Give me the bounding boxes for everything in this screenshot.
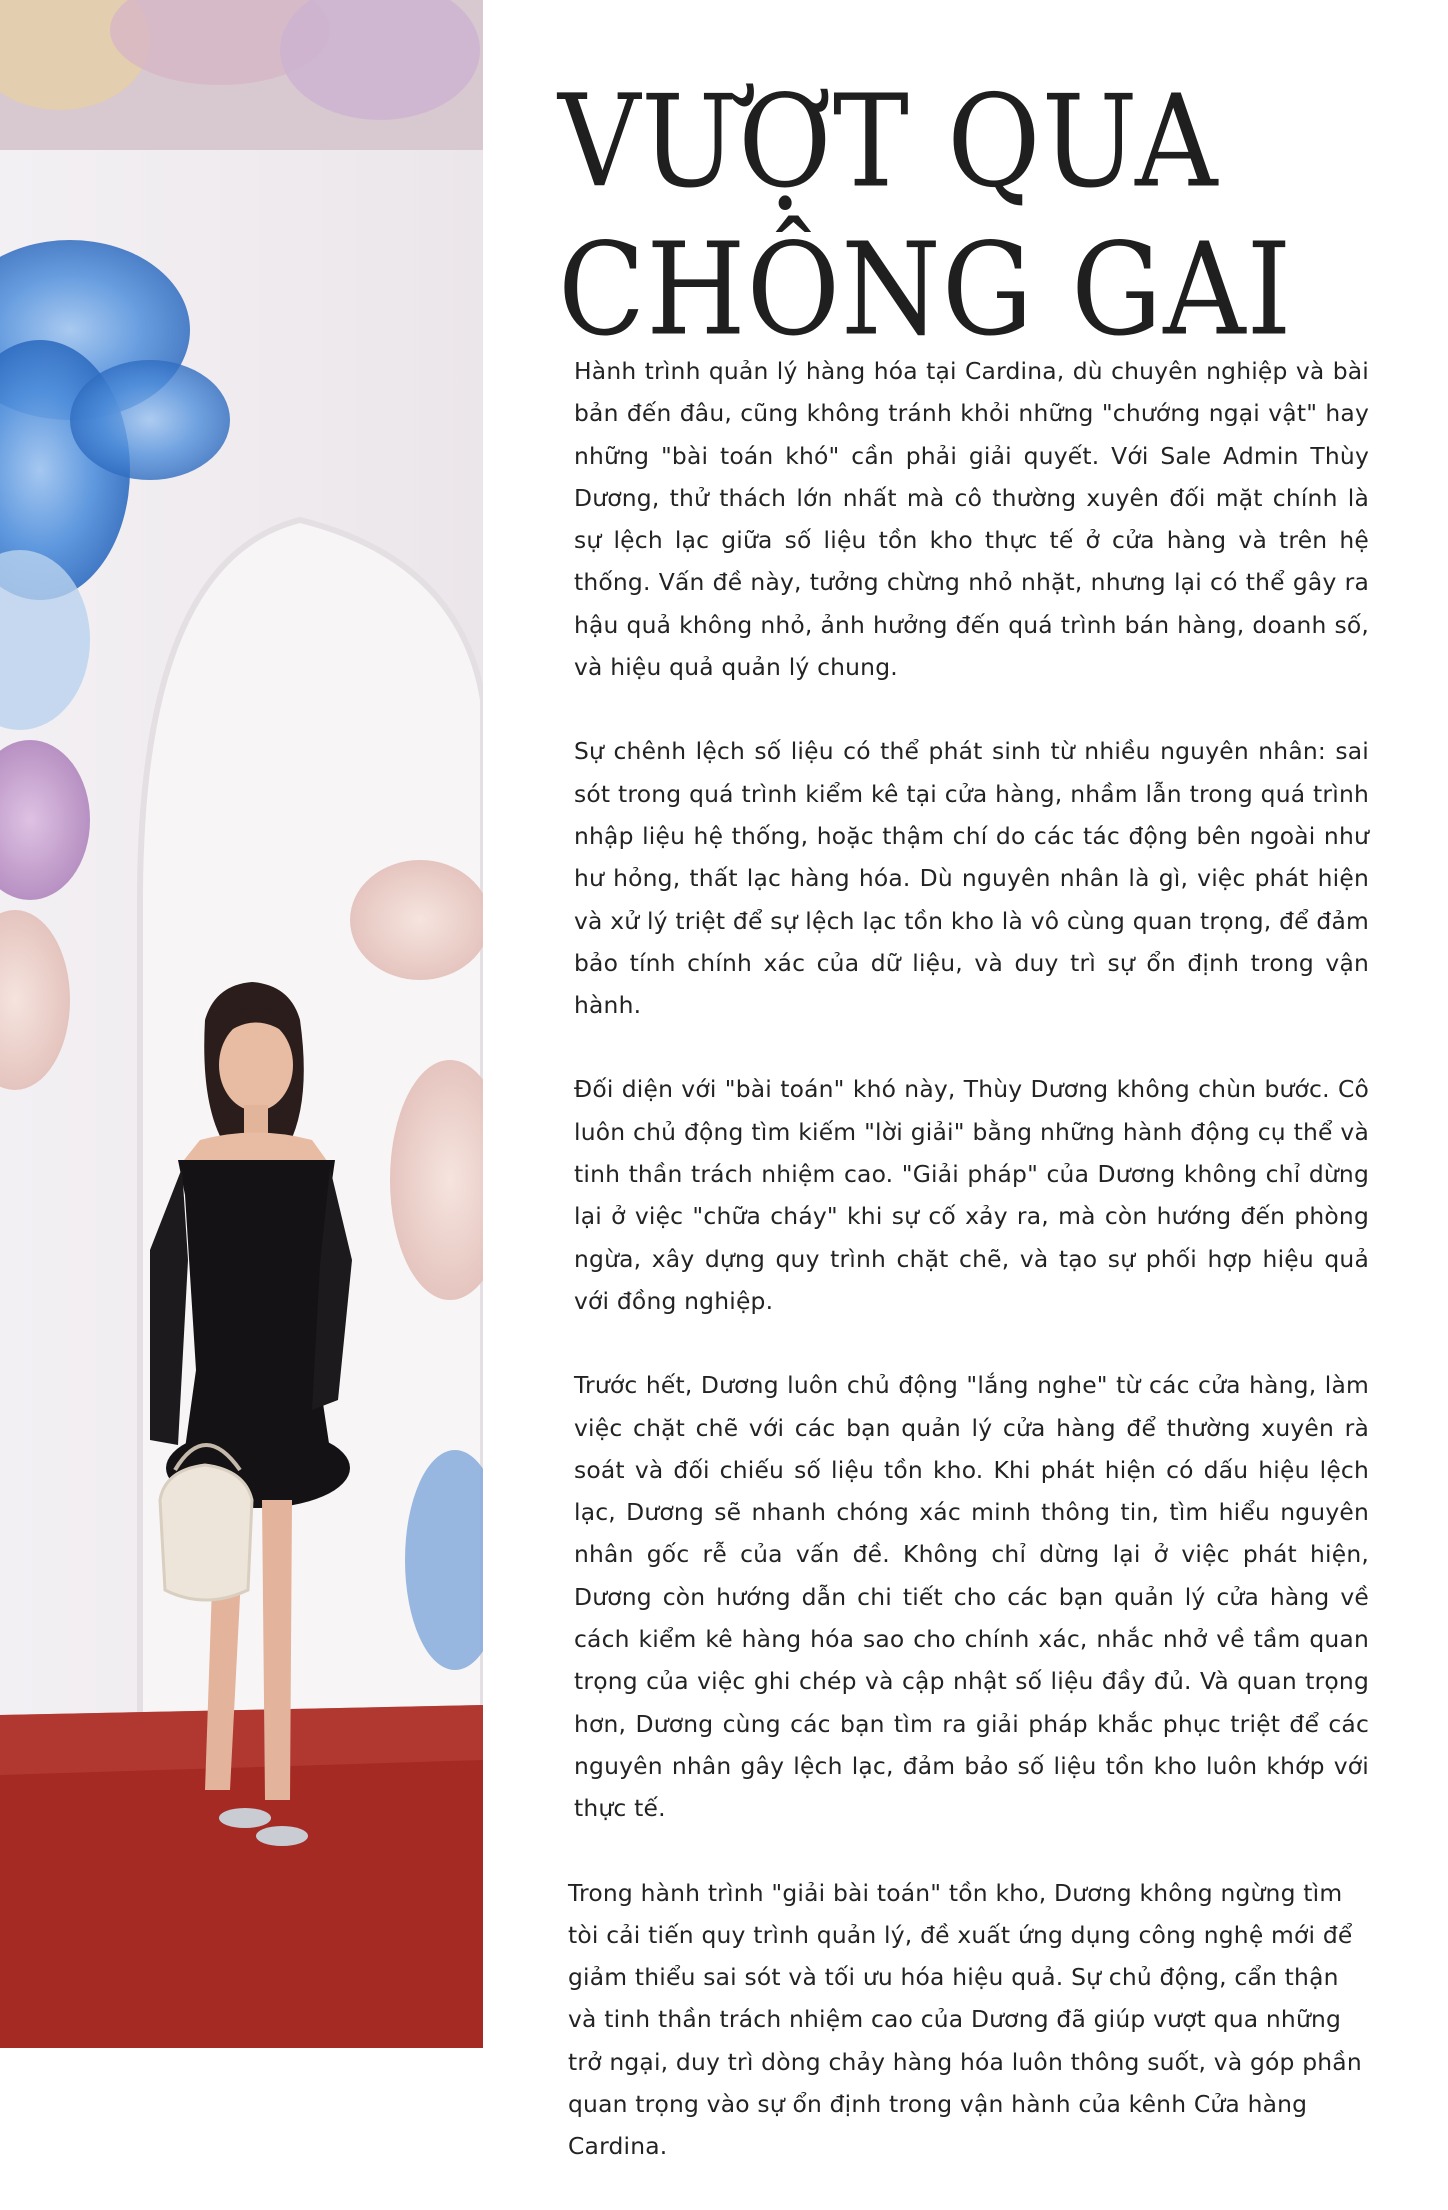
article xyxy=(483,0,1448,2161)
paragraph: Sự chênh lệch số liệu có thể phát sinh từ nhiều nguyên nhân: sai sót trong quá trình kiểm kê tại cửa hàng, nhầm lẫn trong quá trình nhập liệu hệ thống, hoặc thậm chí do các tác động bên ngoài như hư hỏng, thất lạc hàng hóa. Dù nguyên nhân là gì, việc phát hiện và xử lý triệt để sự lệch lạc tồn kho là vô cùng quan trọng, để đảm bảo tính chính xác của dữ liệu, và duy trì sự ổn định trong vận hành. xyxy=(574,737,1369,1020)
paragraph: Đối diện với "bài toán" khó này, Thùy Dương không chùn bước. Cô luôn chủ động tìm kiếm "lời giải" bằng những hành động cụ thể và tinh thần trách nhiệm cao. "Giải pháp" của Dương không chỉ dừng lại ở việc "chữa cháy" khi sự cố xảy ra, mà còn hướng đến phòng ngừa, xây dựng quy trình chặt chẽ, và tạo sự phối hợp hiệu quả với đồng nghiệp. xyxy=(574,1075,1369,1315)
article-body xyxy=(568,350,1369,2210)
paragraph: Trong hành trình "giải bài toán" tồn kho, Dương không ngừng tìm tòi cải tiến quy trình quản lý, đề xuất ứng dụng công nghệ mới để giảm thiểu sai sót và tối ưu hóa hiệu quả. Sự chủ động, cẩn thận và tinh thần trách nhiệm cao của Dương đã giúp vượt qua những trở ngại, duy trì dòng chảy hàng hóa luôn thông suốt, và góp phần quan trọng vào sự ổn định trong vận hành của kênh Cửa hàng Cardina. xyxy=(568,1878,1362,2161)
portrait-photo xyxy=(0,0,483,2048)
paragraph: Trước hết, Dương luôn chủ động "lắng nghe" từ các cửa hàng, làm việc chặt chẽ với các bạn quản lý cửa hàng để thường xuyên rà soát và đối chiếu số liệu tồn kho. Khi phát hiện có dấu hiệu lệch lạc, Dương sẽ nhanh chóng xác minh thông tin, tìm hiểu nguyên nhân gốc rễ của vấn đề. Không chỉ dừng lại ở việc phát hiện, Dương còn hướng dẫn chi tiết cho các bạn quản lý cửa hàng về cách kiểm kê hàng hóa sao cho chính xác, nhắc nhở về tầm quan trọng của việc ghi chép và cập nhật số liệu đầy đủ. Và quan trọng hơn, Dương cùng các bạn tìm ra giải pháp khắc phục triệt để các nguyên nhân gây lệch lạc, đảm bảo số liệu tồn kho luôn khớp với thực tế. xyxy=(574,1371,1369,1823)
article-title: VƯỢT QUA CHÔNG GAI xyxy=(558,66,1293,364)
paragraph: Hành trình quản lý hàng hóa tại Cardina, dù chuyên nghiệp và bài bản đến đâu, cũng không tránh khỏi những "chướng ngại vật" hay những "bài toán khó" cần phải giải quyết. Với Sale Admin Thùy Dương, thử thách lớn nhất mà cô thường xuyên đối mặt chính là sự lệch lạc giữa số liệu tồn kho thực tế ở cửa hàng và trên hệ thống. Vấn đề này, tưởng chừng nhỏ nhặt, nhưng lại có thể gây ra hậu quả không nhỏ, ảnh hưởng đến quá trình bán hàng, doanh số, và hiệu quả quản lý chung. xyxy=(574,357,1369,682)
portrait-illustration xyxy=(0,0,483,2048)
